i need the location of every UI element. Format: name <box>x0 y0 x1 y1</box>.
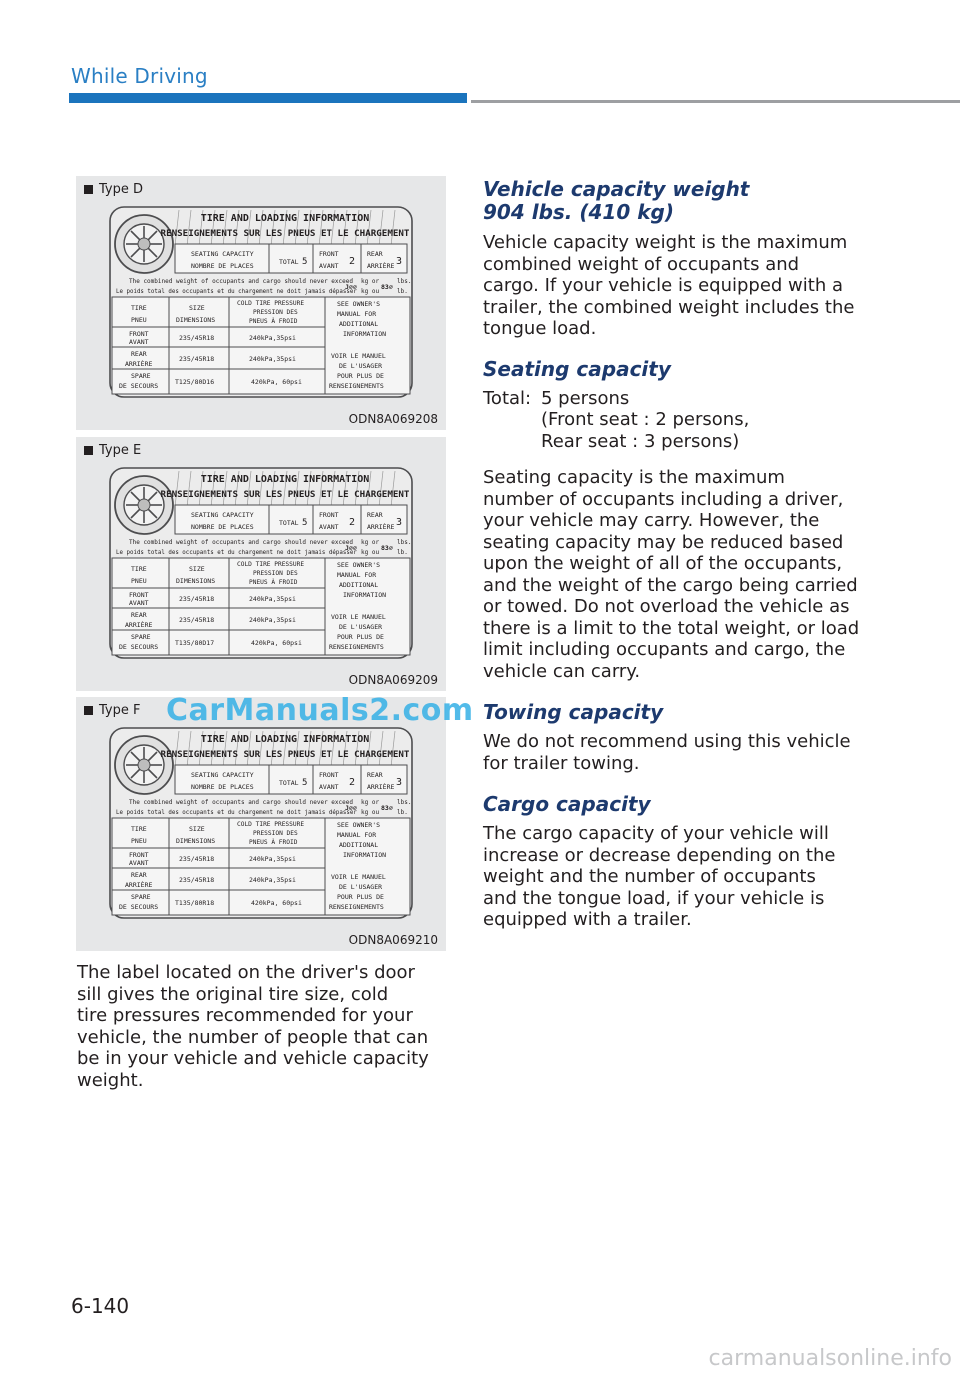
placard-voir2: DE L'USAGER <box>339 883 383 891</box>
placard-front2: AVANT <box>319 523 339 531</box>
placard-total-val: 5 <box>302 518 308 528</box>
header-rule <box>471 100 960 103</box>
figure-code: ODN8A069210 <box>348 933 438 947</box>
placard-rear-press: 240kPa,35psi <box>249 616 296 624</box>
seating-capacity-heading: Seating capacity <box>483 356 671 381</box>
figure-code: ODN8A069209 <box>348 673 438 687</box>
placard-combined-en: The combined weight of occupants and cargo should never exceed <box>129 799 353 806</box>
placard-rear1: REAR <box>367 511 383 519</box>
placard-rear1: REAR <box>367 250 383 258</box>
placard-seating2: NOMBRE DE PLACES <box>191 783 254 791</box>
placard-size1: SIZE <box>189 565 205 573</box>
cargo-capacity-heading: Cargo capacity <box>483 792 651 816</box>
placard-title1: TIRE AND LOADING INFORMATION <box>200 213 370 224</box>
placard-size1: SIZE <box>189 304 205 312</box>
placard-kg-val: J∅∅ <box>345 283 357 291</box>
placard-kg-val: J∅∅ <box>345 804 357 812</box>
placard-front-size: 235/45R18 <box>179 334 215 342</box>
placard-voir3: POUR PLUS DE <box>337 893 384 901</box>
placard-front-val: 2 <box>349 777 356 788</box>
placard-seating1: SEATING CAPACITY <box>191 511 254 519</box>
placard-tire1: TIRE <box>131 565 147 573</box>
placard-front-val: 2 <box>349 256 356 267</box>
wheel-icon <box>115 476 173 534</box>
placard-see1: SEE OWNER'S <box>337 821 381 829</box>
watermark: CarManuals2.com <box>166 693 474 728</box>
placard-spare1: SPARE <box>131 372 151 380</box>
placard-front2: AVANT <box>319 783 339 791</box>
placard-see3: ADDITIONAL <box>339 320 379 328</box>
placard-total-val: 5 <box>302 257 308 267</box>
placard-size2: DIMENSIONS <box>176 577 216 585</box>
placard-lbs-val: 83∅ <box>381 804 393 812</box>
placard-spare-press: 420kPa, 60psi <box>251 899 302 907</box>
placard-voir1: VOIR LE MANUEL <box>331 613 386 621</box>
total-label: Total: <box>483 387 532 409</box>
tire-label-figure-1 <box>76 176 446 430</box>
placard-see4: INFORMATION <box>343 851 387 859</box>
tire-loading-placard <box>109 727 413 919</box>
capacity-section <box>483 178 873 931</box>
placard-see2: MANUAL FOR <box>337 310 377 318</box>
placard-kg-or: kg or <box>361 278 380 285</box>
figure-type-label <box>84 182 143 197</box>
placard-voir4: RENSEIGNEMENTS <box>329 643 384 651</box>
placard-total: TOTAL <box>279 258 299 266</box>
placard-total: TOTAL <box>279 779 299 787</box>
placard-tire2: PNEU <box>131 577 147 585</box>
placard-tire2: PNEU <box>131 837 147 845</box>
placard-rear1: REAR <box>367 771 383 779</box>
placard-voir2: DE L'USAGER <box>339 362 383 370</box>
placard-voir3: POUR PLUS DE <box>337 372 384 380</box>
placard-combined-fr: Le poids total des occupants et du chargement ne doit jamais dépasser <box>116 810 357 816</box>
placard-see3: ADDITIONAL <box>339 581 379 589</box>
placard-lbs-val: 83∅ <box>381 283 393 291</box>
placard-cold3: PNEUS À FROID <box>249 579 298 586</box>
bullet-square-icon <box>84 446 93 455</box>
placard-size2: DIMENSIONS <box>176 316 216 324</box>
placard-voir2: DE L'USAGER <box>339 623 383 631</box>
placard-rear2: ARRIÈRE <box>367 262 395 270</box>
placard-rear2: ARRIÈRE <box>367 783 395 791</box>
placard-seating2: NOMBRE DE PLACES <box>191 523 254 531</box>
placard-voir4: RENSEIGNEMENTS <box>329 382 384 390</box>
figure-code: ODN8A069208 <box>348 412 438 426</box>
placard-tire2: PNEU <box>131 316 147 324</box>
placard-rear-press: 240kPa,35psi <box>249 355 296 363</box>
placard-cold1: COLD TIRE PRESSURE <box>237 821 305 828</box>
placard-rear-r1: REAR <box>131 871 147 879</box>
placard-front-r1: FRONT <box>129 591 149 599</box>
placard-see4: INFORMATION <box>343 330 387 338</box>
placard-kg-ou: kg ou <box>361 809 380 816</box>
placard-title2: RENSEIGNEMENTS SUR LES PNEUS ET LE CHARGEMENT <box>160 228 410 239</box>
placard-cold2: PRESSION DES <box>253 570 298 577</box>
vehicle-capacity-heading: Vehicle capacity weight 904 lbs. (410 kg) <box>483 177 750 224</box>
figure-type-text: Type D <box>99 182 144 197</box>
placard-front-size: 235/45R18 <box>179 595 215 603</box>
placard-lb: lb. <box>397 549 408 556</box>
placard-front-r1: FRONT <box>129 851 149 859</box>
placard-cold3: PNEUS À FROID <box>249 839 298 846</box>
placard-see2: MANUAL FOR <box>337 831 377 839</box>
placard-title2: RENSEIGNEMENTS SUR LES PNEUS ET LE CHARGEMENT <box>160 749 410 760</box>
cargo-capacity-body: The cargo capacity of your vehicle will increase or decrease depending on the weight and the number of occupants and the tongue load, if your vehicle is equipped with a trailer. <box>483 823 836 930</box>
placard-front-r2: AVANT <box>129 599 149 607</box>
placard-kg-or: kg or <box>361 539 380 546</box>
placard-cold2: PRESSION DES <box>253 830 298 837</box>
placard-rear-val: 3 <box>396 517 403 528</box>
placard-spare-size: T135/80R18 <box>175 899 215 907</box>
placard-front-size: 235/45R18 <box>179 855 215 863</box>
placard-tire1: TIRE <box>131 825 147 833</box>
placard-lbs: lbs. <box>397 799 412 806</box>
placard-front-r1: FRONT <box>129 330 149 338</box>
placard-spare1: SPARE <box>131 893 151 901</box>
placard-front-press: 240kPa,35psi <box>249 595 296 603</box>
seating-total: Total: 5 persons (Front seat : 2 persons, Rear seat : 3 persons) <box>483 387 750 452</box>
placard-see3: ADDITIONAL <box>339 841 379 849</box>
placard-voir4: RENSEIGNEMENTS <box>329 903 384 911</box>
placard-front-val: 2 <box>349 517 356 528</box>
placard-rear-r2: ARRIÈRE <box>125 621 153 629</box>
placard-see4: INFORMATION <box>343 591 387 599</box>
placard-lbs: lbs. <box>397 539 412 546</box>
placard-front-r2: AVANT <box>129 338 149 346</box>
placard-spare-size: T135/80D17 <box>175 639 215 647</box>
tire-label-figure-3 <box>76 697 446 951</box>
placard-rear-val: 3 <box>396 256 403 267</box>
placard-rear-press: 240kPa,35psi <box>249 876 296 884</box>
placard-cold1: COLD TIRE PRESSURE <box>237 300 305 307</box>
placard-voir1: VOIR LE MANUEL <box>331 873 386 881</box>
wheel-icon <box>115 736 173 794</box>
placard-rear-val: 3 <box>396 777 403 788</box>
placard-lb: lb. <box>397 288 408 295</box>
placard-title1: TIRE AND LOADING INFORMATION <box>200 734 370 745</box>
placard-spare-size: T125/80D16 <box>175 378 215 386</box>
placard-size2: DIMENSIONS <box>176 837 216 845</box>
placard-rear-size: 235/45R18 <box>179 355 215 363</box>
footer-site-watermark: carmanualsonline.info <box>708 1346 952 1371</box>
placard-spare2: DE SECOURS <box>119 903 159 911</box>
placard-kg-ou: kg ou <box>361 288 380 295</box>
placard-rear-size: 235/45R18 <box>179 616 215 624</box>
placard-front1: FRONT <box>319 511 339 519</box>
placard-cold1: COLD TIRE PRESSURE <box>237 561 305 568</box>
placard-seating1: SEATING CAPACITY <box>191 250 254 258</box>
placard-rear-size: 235/45R18 <box>179 876 215 884</box>
placard-see2: MANUAL FOR <box>337 571 377 579</box>
towing-capacity-heading: Towing capacity <box>483 700 664 724</box>
figure-type-text: Type F <box>99 703 141 718</box>
figure-type-label <box>84 443 141 458</box>
placard-cold2: PRESSION DES <box>253 309 298 316</box>
placard-lb: lb. <box>397 809 408 816</box>
placard-total: TOTAL <box>279 519 299 527</box>
tire-label-figure-2 <box>76 437 446 691</box>
placard-tire1: TIRE <box>131 304 147 312</box>
placard-combined-fr: Le poids total des occupants et du chargement ne doit jamais dépasser <box>116 289 357 295</box>
placard-rear-r1: REAR <box>131 611 147 619</box>
placard-size1: SIZE <box>189 825 205 833</box>
placard-front1: FRONT <box>319 250 339 258</box>
placard-front-press: 240kPa,35psi <box>249 334 296 342</box>
tire-loading-placard <box>109 467 413 659</box>
placard-front-r2: AVANT <box>129 859 149 867</box>
placard-title1: TIRE AND LOADING INFORMATION <box>200 474 370 485</box>
placard-see1: SEE OWNER'S <box>337 561 381 569</box>
placard-seating1: SEATING CAPACITY <box>191 771 254 779</box>
placard-cold3: PNEUS À FROID <box>249 318 298 325</box>
placard-see1: SEE OWNER'S <box>337 300 381 308</box>
bullet-square-icon <box>84 185 93 194</box>
placard-total-val: 5 <box>302 778 308 788</box>
vehicle-capacity-body: Vehicle capacity weight is the maximum combined weight of occupants and cargo. If your vehicle is equipped with a trailer, the combined weight includes the tongue load. <box>483 232 855 339</box>
page-number: 6-140 <box>71 1294 130 1318</box>
door-label-description: The label located on the driver's door sill gives the original tire size, cold tire pressures recommended for your vehicle, the number of people that can be in your vehicle and vehicle capacity weight. <box>77 962 429 1091</box>
placard-rear-r2: ARRIÈRE <box>125 881 153 889</box>
placard-voir3: POUR PLUS DE <box>337 633 384 641</box>
placard-combined-fr: Le poids total des occupants et du chargement ne doit jamais dépasser <box>116 550 357 556</box>
header-rule-accent <box>69 93 467 103</box>
placard-kg-or: kg or <box>361 799 380 806</box>
placard-spare2: DE SECOURS <box>119 382 159 390</box>
placard-lbs: lbs. <box>397 278 412 285</box>
placard-voir1: VOIR LE MANUEL <box>331 352 386 360</box>
placard-spare2: DE SECOURS <box>119 643 159 651</box>
placard-combined-en: The combined weight of occupants and cargo should never exceed <box>129 539 353 546</box>
placard-spare1: SPARE <box>131 633 151 641</box>
placard-rear-r2: ARRIÈRE <box>125 360 153 368</box>
placard-kg-ou: kg ou <box>361 549 380 556</box>
placard-front1: FRONT <box>319 771 339 779</box>
placard-combined-en: The combined weight of occupants and cargo should never exceed <box>129 278 353 285</box>
placard-title2: RENSEIGNEMENTS SUR LES PNEUS ET LE CHARGEMENT <box>160 489 410 500</box>
section-title: While Driving <box>71 64 208 88</box>
placard-front-press: 240kPa,35psi <box>249 855 296 863</box>
placard-front2: AVANT <box>319 262 339 270</box>
placard-kg-val: J∅∅ <box>345 544 357 552</box>
wheel-icon <box>115 215 173 273</box>
seating-capacity-body: Seating capacity is the maximum number of occupants including a driver, your vehicle may carry. However, the seating capacity may be reduced based upon the weight of all of the occupants, and the weight of the cargo being carried or towed. Do not overload the vehicle as there is a limit to the total weight, or load limit including occupants and cargo, the vehicle can carry. <box>483 467 860 682</box>
tire-loading-placard <box>109 206 413 398</box>
placard-seating2: NOMBRE DE PLACES <box>191 262 254 270</box>
figure-type-label <box>84 703 140 718</box>
placard-spare-press: 420kPa, 60psi <box>251 639 302 647</box>
placard-lbs-val: 83∅ <box>381 544 393 552</box>
figure-type-text: Type E <box>99 443 142 458</box>
placard-rear2: ARRIÈRE <box>367 523 395 531</box>
placard-spare-press: 420kPa, 60psi <box>251 378 302 386</box>
bullet-square-icon <box>84 706 93 715</box>
placard-rear-r1: REAR <box>131 350 147 358</box>
towing-capacity-body: We do not recommend using this vehicle for trailer towing. <box>483 731 851 774</box>
